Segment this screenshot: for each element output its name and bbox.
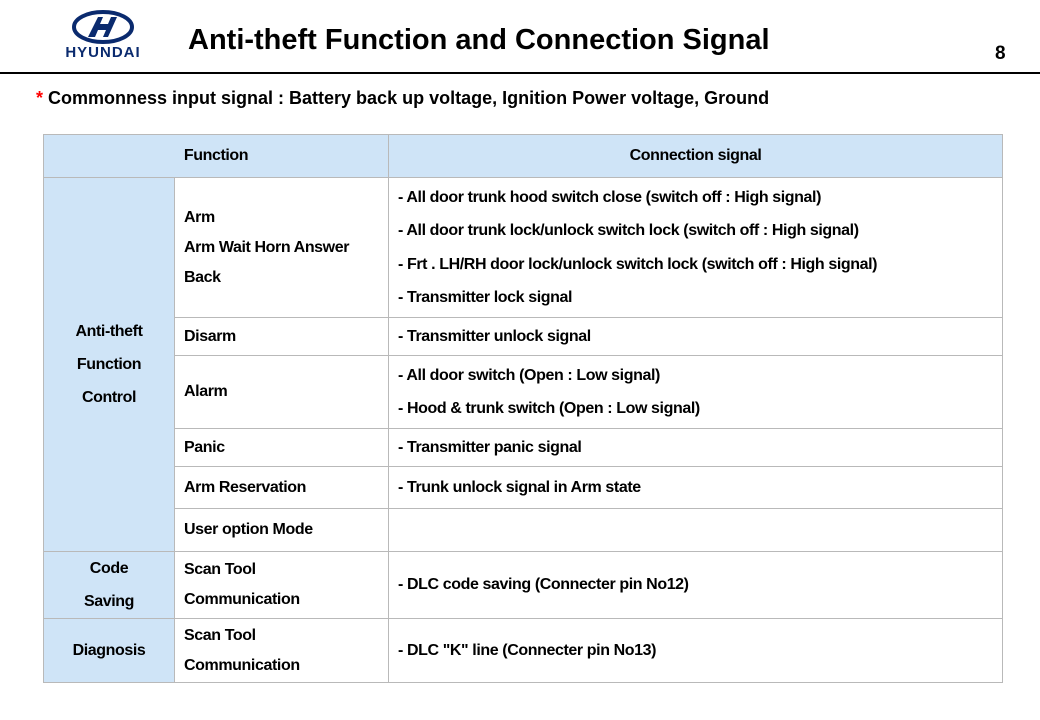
signal-cell [389, 467, 1003, 509]
signal-line: - Hood & trunk switch (Open : Low signal) [398, 400, 700, 417]
category-line: Diagnosis [72, 642, 146, 659]
function-cell [175, 356, 389, 429]
category-code-saving [44, 552, 175, 619]
function-line: Arm [184, 208, 215, 226]
function-line: User option Mode [184, 521, 313, 538]
input-signal-note [36, 88, 769, 109]
function-line: Communication [184, 591, 300, 608]
signal-line: - Frt . LH/RH door lock/unlock switch lock (switch off : High signal) [398, 255, 878, 273]
signal-line: - All door trunk lock/unlock switch lock (switch off : High signal) [398, 222, 859, 239]
signal-line: - All door switch (Open : Low signal) [398, 366, 660, 384]
function-line: Panic [184, 438, 225, 456]
signal-cell [389, 429, 1003, 467]
function-line: Arm Reservation [184, 478, 307, 496]
table-row [44, 509, 1003, 552]
category-line: Saving [83, 593, 135, 610]
page-title: Anti-theft Function and Connection Signal [188, 24, 770, 56]
signal-cell-empty [389, 509, 1003, 552]
category-diagnosis [44, 619, 175, 683]
function-cell [175, 619, 389, 683]
function-cell [175, 429, 389, 467]
table-row [44, 318, 1003, 356]
signal-line: - Transmitter unlock signal [398, 327, 591, 345]
function-cell [175, 509, 389, 552]
table-row [44, 619, 1003, 683]
category-line: Control [81, 389, 137, 406]
header-connection-signal: Connection signal [389, 135, 1003, 178]
header-divider [0, 72, 1040, 74]
signal-line: - All door trunk hood switch close (switch off : High signal) [398, 188, 822, 206]
function-cell [175, 178, 389, 318]
logo-text: HYUNDAI [65, 44, 141, 61]
table-header-row [44, 135, 1003, 178]
function-line: Communication [184, 656, 300, 674]
table-row [44, 429, 1003, 467]
function-line: Disarm [184, 327, 236, 345]
table-row [44, 467, 1003, 509]
signal-line: - DLC code saving (Connecter pin No12) [398, 576, 689, 594]
note-marker: * [36, 88, 44, 108]
signal-cell [389, 178, 1003, 318]
function-line: Alarm [184, 383, 228, 400]
header-function: Function [44, 135, 389, 178]
note-text: Commonness input signal : Battery back up voltage, Ignition Power voltage, Ground [43, 88, 770, 108]
function-line: Scan Tool [184, 561, 256, 578]
signal-line: - Transmitter lock signal [398, 289, 573, 306]
signal-cell [389, 619, 1003, 683]
category-line: Code [89, 560, 129, 577]
signal-line: - DLC "K" line (Connecter pin No13) [398, 641, 657, 659]
function-cell [175, 467, 389, 509]
function-line: Scan Tool [184, 626, 256, 644]
table-row [44, 178, 1003, 318]
function-cell [175, 318, 389, 356]
table-row [44, 552, 1003, 619]
category-line: Anti-theft [75, 323, 143, 340]
category-line: Function [76, 356, 142, 373]
function-line: Back [184, 268, 221, 286]
signal-line: - Trunk unlock signal in Arm state [398, 478, 641, 496]
signal-cell [389, 552, 1003, 619]
anti-theft-table [43, 134, 1003, 683]
function-cell [175, 552, 389, 619]
table-row [44, 356, 1003, 429]
page-number: 8 [995, 43, 1006, 64]
signal-cell [389, 318, 1003, 356]
hyundai-emblem-icon [72, 10, 134, 44]
function-line: Arm Wait Horn Answer [184, 238, 350, 256]
category-anti-theft [44, 178, 175, 552]
signal-cell [389, 356, 1003, 429]
hyundai-logo [58, 10, 148, 66]
signal-line: - Transmitter panic signal [398, 438, 582, 456]
